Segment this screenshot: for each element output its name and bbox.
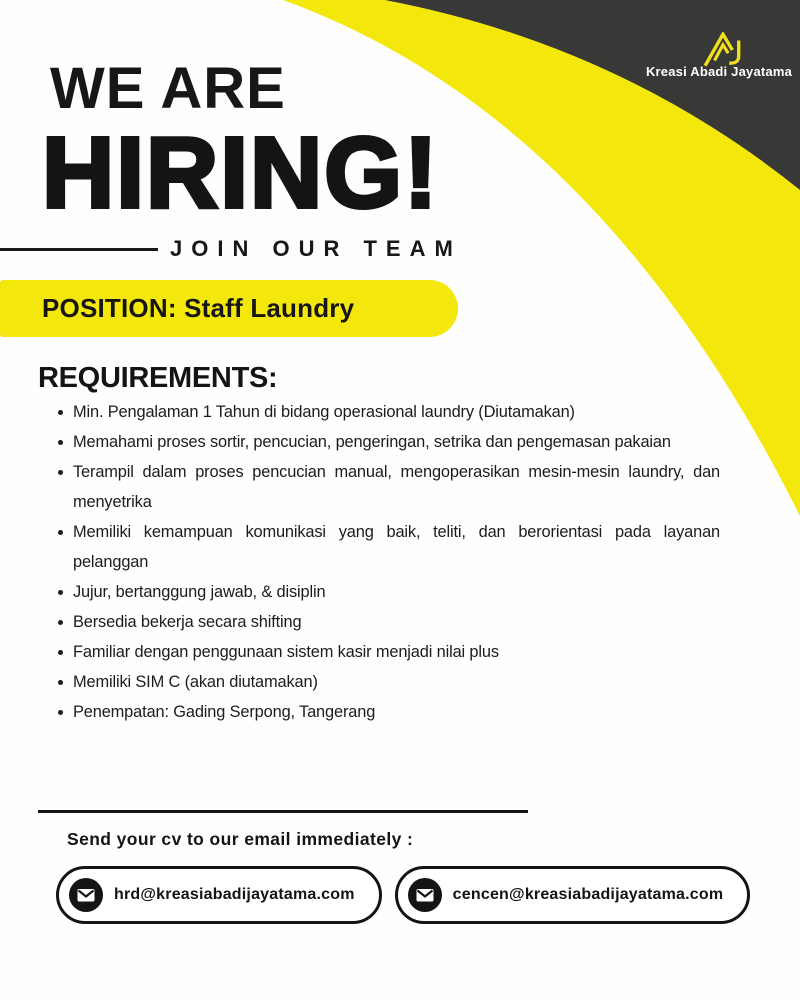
email-address: cencen@kreasiabadijayatama.com [452,886,724,903]
hero-title-line2: HIRING! [42,117,440,229]
requirement-item: Penempatan: Gading Serpong, Tangerang [56,697,720,727]
requirement-item: Memiliki SIM C (akan diutamakan) [56,667,720,697]
email-buttons-row [56,866,750,924]
requirement-item: Min. Pengalaman 1 Tahun di bidang operasional laundry (Diutamakan) [56,397,720,427]
subtitle-dash-line [0,248,158,251]
hero-subtitle-row [0,236,462,262]
requirement-item: Memiliki kemampuan komunikasi yang baik, teliti, dan berorientasi pada layanan pelanggan [56,517,720,577]
email-button-hrd[interactable] [56,866,382,924]
position-banner [0,280,458,337]
requirements-heading: REQUIREMENTS: [38,362,278,394]
requirements-list [56,397,720,727]
hero-block [42,56,440,229]
contact-instruction: Send your cv to our email immediately : [67,829,414,849]
contact-divider-line [38,810,528,813]
requirement-item: Memahami proses sortir, pencucian, pengeringan, setrika dan pengemasan pakaian [56,427,720,457]
email-address: hrd@kreasiabadijayatama.com [114,886,355,903]
envelope-icon [408,878,442,912]
hero-subtitle: JOIN OUR TEAM [170,236,462,261]
requirement-item: Bersedia bekerja secara shifting [56,607,720,637]
requirement-item: Terampil dalam proses pencucian manual, mengoperasikan mesin-mesin laundry, dan menyetrika [56,457,720,517]
hero-title-line1: WE ARE [50,56,286,121]
envelope-icon [69,878,103,912]
email-button-cencen[interactable] [395,866,751,924]
kaj-monogram-icon [703,32,745,68]
requirement-item: Familiar dengan penggunaan sistem kasir menjadi nilai plus [56,637,720,667]
position-label: POSITION: Staff Laundry [42,293,355,323]
company-name: Kreasi Abadi Jayatama [645,64,793,79]
requirement-item: Jujur, bertanggung jawab, & disiplin [56,577,720,607]
